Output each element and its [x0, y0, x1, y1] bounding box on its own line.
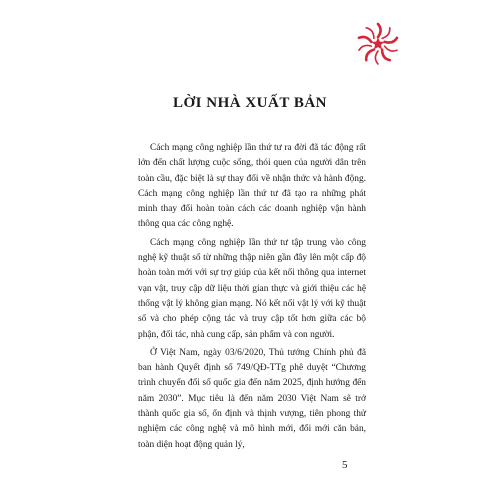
page-number: 5: [342, 459, 348, 471]
emblem-petal: [375, 51, 378, 64]
emblem-petal: [385, 38, 397, 43]
emblem-petal: [385, 46, 397, 51]
publisher-emblem-icon: [356, 22, 400, 66]
body-text: [138, 141, 366, 456]
emblem-petal: [359, 37, 371, 42]
paragraph-2: Cách mạng công nghiệp lần thứ tư tập trung vào công nghệ kỹ thuật số từ những thập niên gần đây lên một cấp độ hoàn toàn mới với sự trợ giúp của kết nối thông qua internet vạn vật, truy cập dữ liệu thời gian thực và giới thiệu các hệ thống vật lý không gian mạng. Nó kết nối vật lý với kỹ thuật số và cho phép cộng tác và truy cập tốt hơn giữa các bộ phận, đối tác, nhà cung cấp, sản phẩm và con người.: [138, 237, 366, 340]
emblem-petal: [382, 28, 390, 39]
emblem-petal: [366, 50, 374, 61]
emblem-petal: [382, 50, 390, 61]
emblem-petal: [359, 45, 371, 50]
paragraph-1: Cách mạng công nghiệp lần thứ tư ra đời đã tác động rất lớn đến chất lượng cuộc sống, thói quen của người dân trên toàn cầu, đặc biệt là sự thay đổi về nhận thức và hành động. Cách mạng công nghiệp lần thứ tư đã tạo ra những phát minh thay đổi hoàn toàn cách các doanh nghiệp vận hành thông qua các công nghệ.: [138, 143, 366, 230]
paragraph-3: Ở Việt Nam, ngày 03/6/2020, Thủ tướng Chính phủ đã ban hành Quyết định số 749/QĐ-TTg phê duyệt “Chương trình chuyển đổi số quốc gia đến năm 2025, định hướng đến năm 2030”. Mục tiêu là đến năm 2030 Việt Nam sẽ trở thành quốc gia số, ổn định và thịnh vượng, tiên phong thử nghiệm các công nghệ và mô hình mới, đổi mới căn bản, toàn diện hoạt động quản lý,: [138, 347, 366, 450]
emblem-petal: [378, 24, 381, 37]
page-title: LỜI NHÀ XUẤT BẢN: [173, 95, 327, 111]
